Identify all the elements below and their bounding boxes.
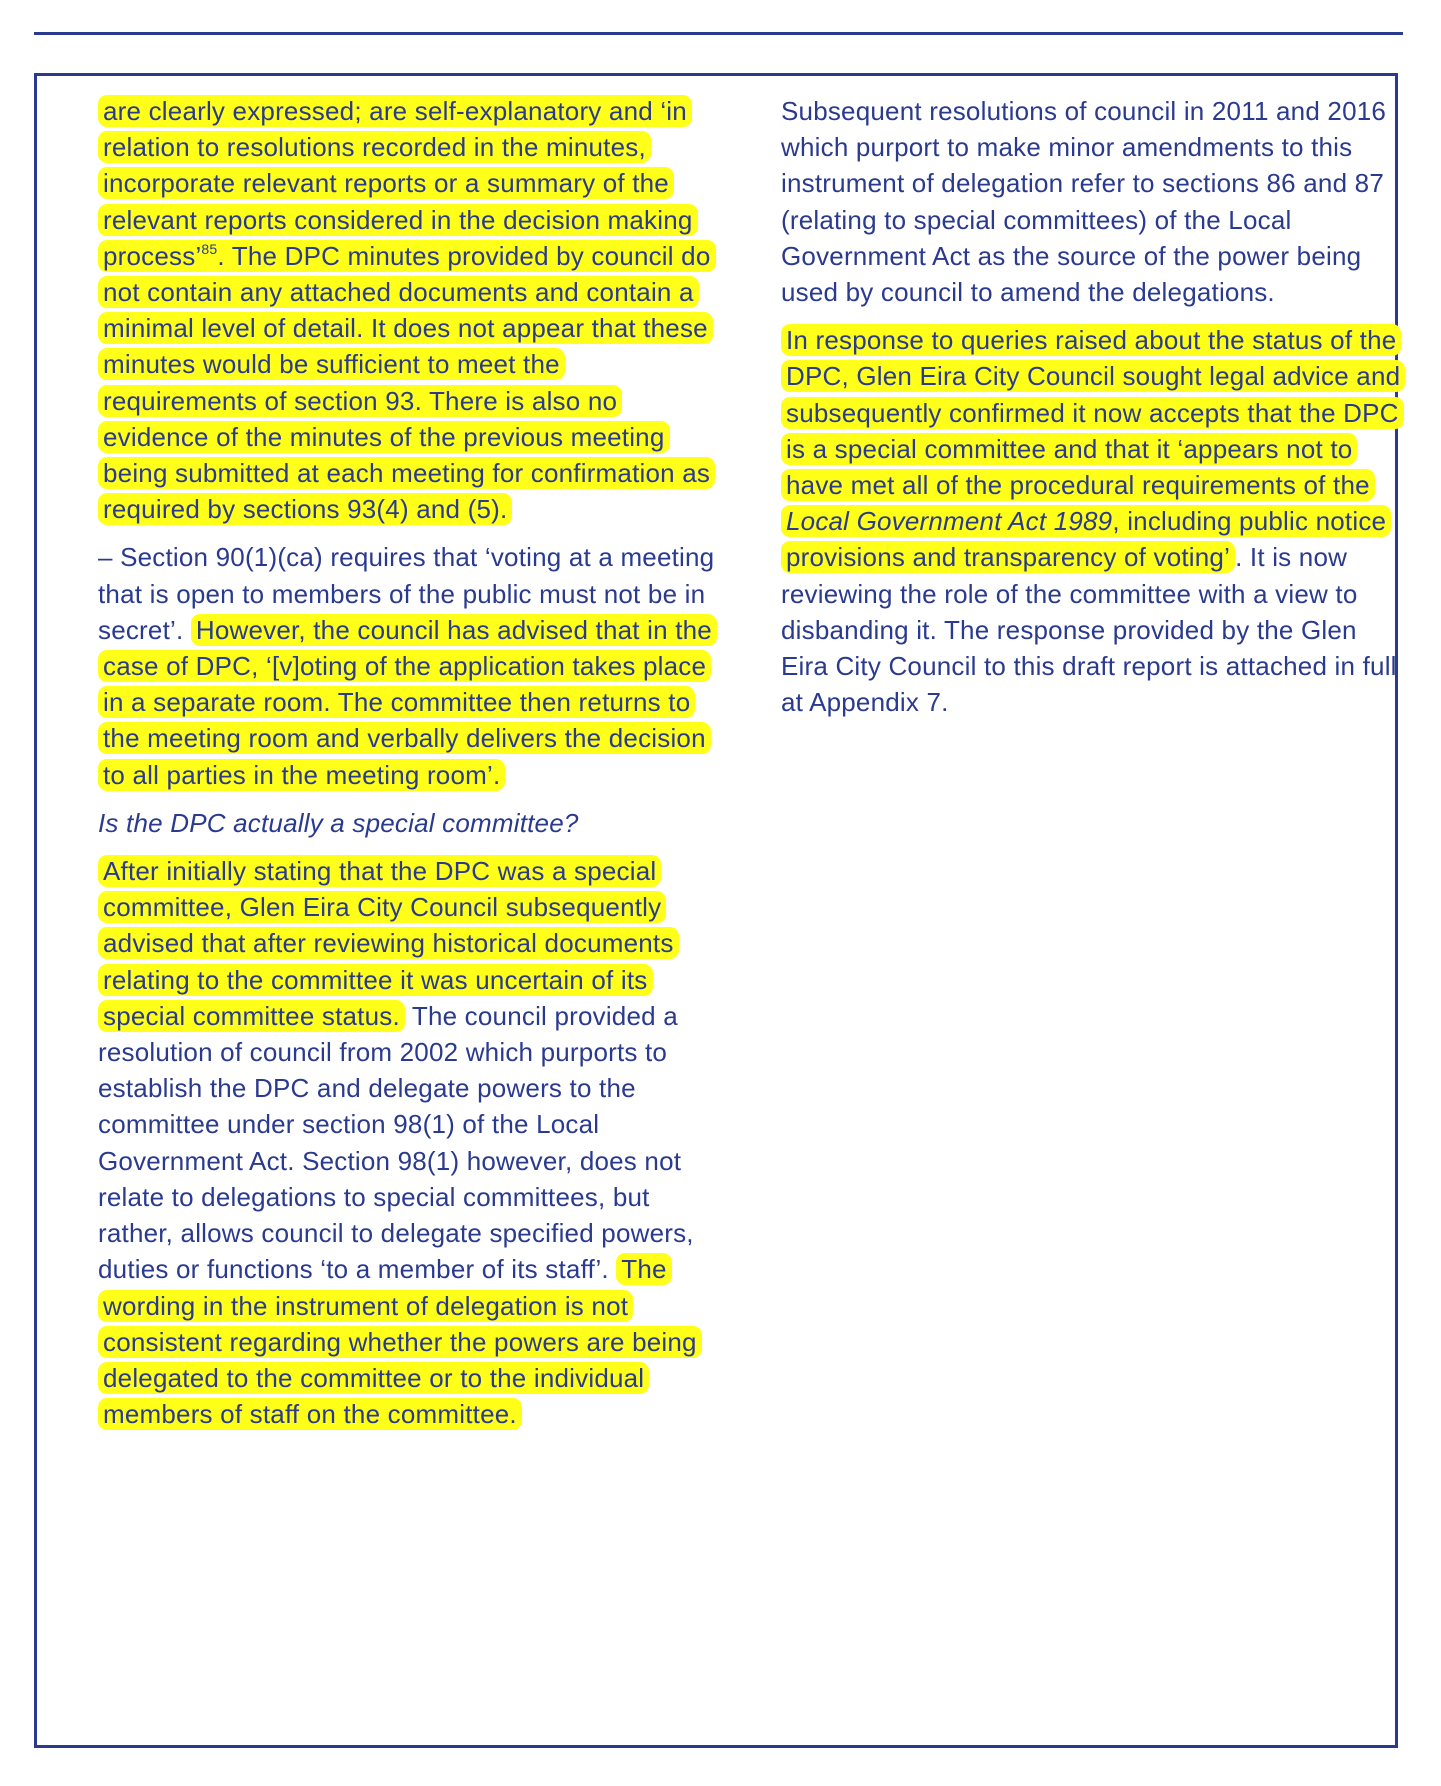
paragraph-response [781,322,1401,720]
response-text: . It is now reviewing the role of the committee with a view to disbanding it. The response provided by the Glen Eira City Council to this draft report is attached in full at Appendix 7. [781,542,1397,718]
voting-text: – Section 90(1)(ca) requires that ‘voting at a meeting that is open to members of the public must not be in secret’. [98,542,715,645]
highlight-special-committee-a: After initially stating that the DPC was a special committee, Glen Eira City Council subsequently advised that after reviewing historical documents relating to the committee it was uncertain of its special committee status. [98,855,679,1032]
special-committee-text: The council provided a resolution of council from 2002 which purports to establish the DPC and delegate powers to the committee under section 98(1) of the Local Government Act. Section 98(1) however, does not relate to delegations to special committees, but rather, allows council to delegate specified powers, duties or functions ‘to a member of its staff’. [98,1000,694,1285]
highlight-response: In response to queries raised about the status of the DPC, Glen Eira City Council sought legal advice and subsequently confirmed it now accepts that the DPC is a special committee and that it ‘appears not to have met all of the procedural requirements of the Local Government Act 1989, including public notice provisions and transparency of voting’ [781,324,1405,573]
paragraph-minutes [98,93,718,527]
act-title: Local Government Act 1989 [786,506,1113,537]
highlight-special-committee-b: The wording in the instrument of delegation is not consistent regarding whether the powers are being delegated to the committee or to the individual members of staff on the committee. [98,1253,702,1430]
top-rule [34,32,1403,35]
footnote-ref: 85 [201,240,218,257]
right-column [781,93,1401,732]
report-box [34,73,1401,1748]
highlight-minutes-a: are clearly expressed; are self-explanatory and ‘in relation to resolutions recorded in the minutes, incorporate relevant reports or a summary of the relevant reports considered in the decision making process’$^{85}$. The DPC minutes provided by council do not contain any attached documents and contain a minimal level of detail. It does not appear that these minutes would be sufficient to meet the requirements of section 93. There is also no evidence of the minutes of the previous meeting being submitted at each meeting for confirmation as required by sections 93(4) and (5). [98,95,716,525]
paragraph-special-committee [98,853,718,1432]
paragraph-resolutions: Subsequent resolutions of council in 2011 and 2016 which purport to make minor amendments to this instrument of delegation refer to sections 86 and 87 (relating to special committees) of the Local Government Act as the source of the power being used by council to amend the delegations. [781,96,1387,308]
highlight-voting: However, the council has advised that in the case of DPC, ‘[v]oting of the application takes place in a separate room. The committee then returns to the meeting room and verbally delivers the decision to all parties in the meeting room’. [98,614,717,791]
paragraph-voting [98,539,718,792]
left-column [98,93,718,1444]
section-heading: Is the DPC actually a special committee? [98,807,579,838]
